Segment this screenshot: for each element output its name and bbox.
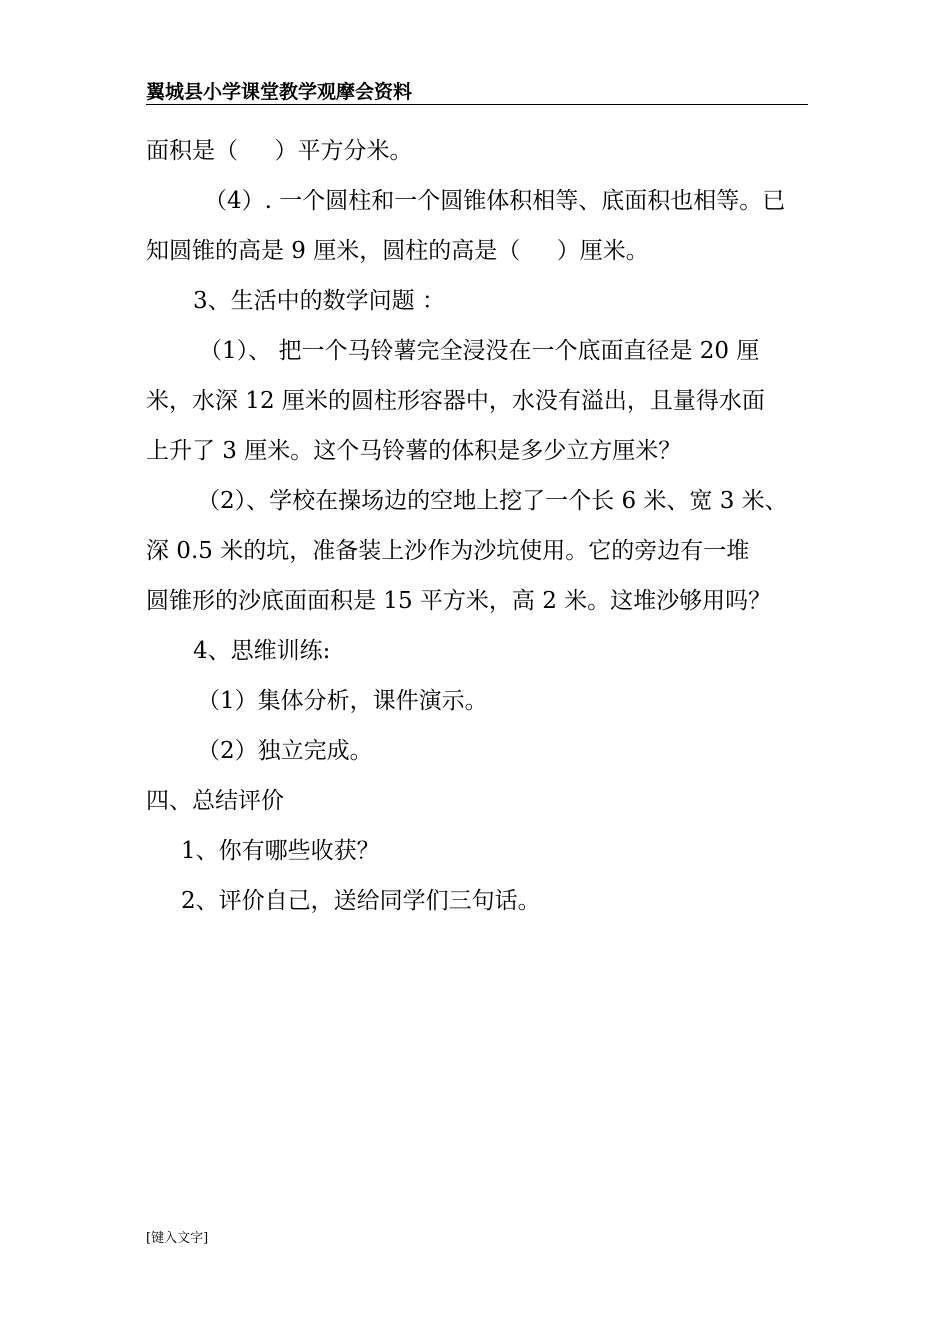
- text-line-2: （4）. 一个圆柱和一个圆锥体积相等、底面积也相等。已: [204, 188, 786, 214]
- text-line-14: 四、总结评价: [146, 788, 284, 814]
- text-line-16: 2、评价自己，送给同学们三句话。: [181, 888, 541, 914]
- text-line-11: 4、思维训练:: [193, 638, 331, 664]
- text-line-1: 面积是（ ）平方分米。: [146, 138, 413, 164]
- page-header-title: 翼城县小学课堂教学观摩会资料: [146, 81, 413, 103]
- text-line-13: （2）独立完成。: [197, 738, 373, 764]
- text-line-6: 米，水深 12 厘米的圆柱形容器中，水没有溢出，且量得水面: [146, 388, 765, 414]
- text-line-7: 上升了 3 厘米。这个马铃薯的体积是多少立方厘米？: [146, 438, 682, 464]
- text-line-10: 圆锥形的沙底面面积是 15 平方米，高 2 米。这堆沙够用吗？: [146, 588, 772, 614]
- text-line-3: 知圆锥的高是 9 厘米，圆柱的高是（ ）厘米。: [146, 238, 649, 264]
- page-footer: [键入文字]: [146, 1231, 209, 1246]
- text-line-12: （1）集体分析，课件演示。: [197, 688, 488, 714]
- header-divider: [146, 104, 808, 105]
- text-line-8: （2）、学校在操场边的空地上挖了一个长 6 米、宽 3 米、: [197, 488, 788, 514]
- text-line-15: 1、你有哪些收获？: [181, 838, 380, 864]
- text-line-4: 3、生活中的数学问题 ：: [193, 288, 445, 314]
- text-line-9: 深 0.5 米的坑，准备装上沙作为沙坑使用。它的旁边有一堆: [146, 538, 750, 564]
- text-line-5: （1）、 把一个马铃薯完全浸没在一个底面直径是 20 厘: [199, 338, 760, 364]
